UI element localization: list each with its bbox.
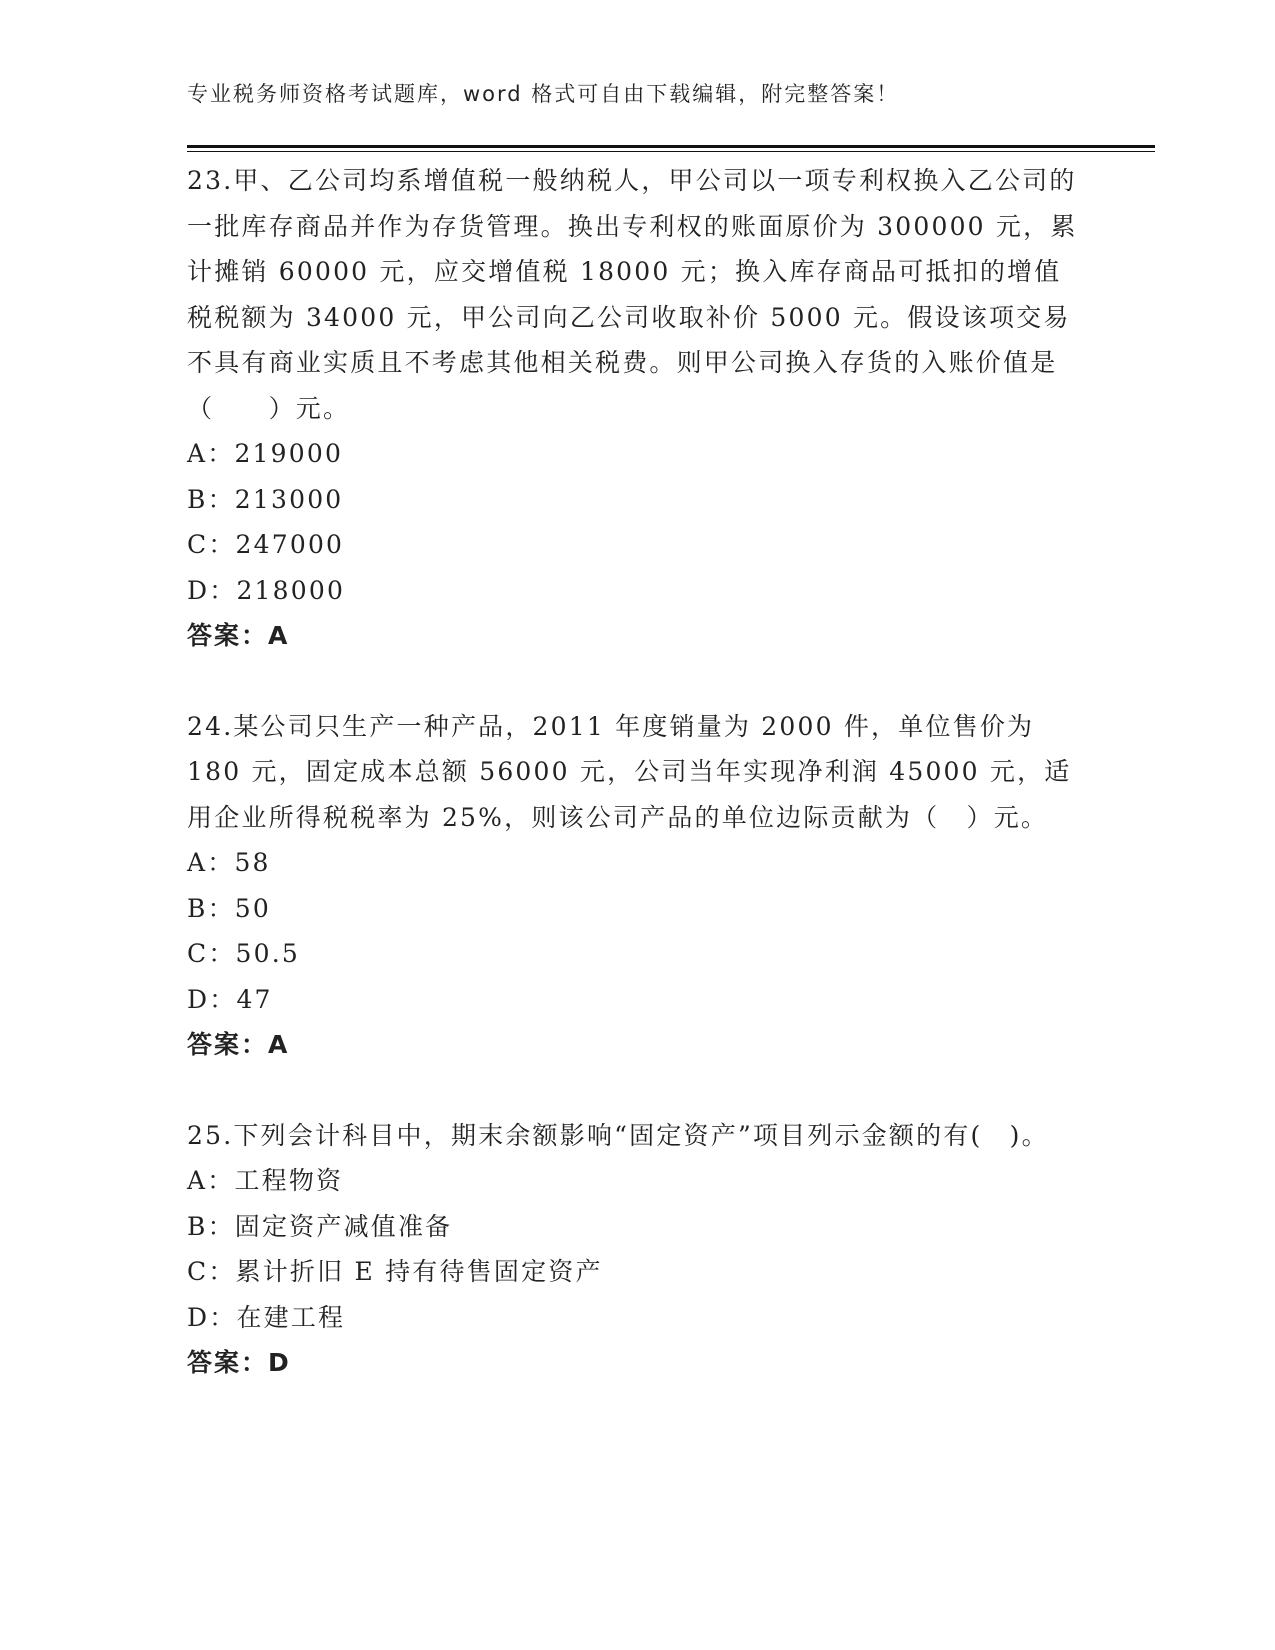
option-a: A：58 (187, 848, 271, 877)
header-rule-thick (187, 145, 1155, 148)
question-text: 24.某公司只生产一种产品，2011 年度销量为 2000 件，单位售价为 180 元，固定成本总额 56000 元，公司当年实现净利润 45000 元，适用企业所得税税率为 25%，则该公司产品的单位边际贡献为（ ）元。 (187, 711, 1072, 832)
question-23 (187, 158, 1087, 659)
option-b: B：固定资产减值准备 (187, 1211, 453, 1241)
option-d: D：218000 (187, 575, 346, 605)
option-a: A：工程物资 (187, 1166, 344, 1195)
option-c: C：50.5 (187, 939, 300, 968)
question-text: 25.下列会计科目中，期末余额影响“固定资产”项目列示金额的有( )。 (187, 1120, 1049, 1150)
question-24 (187, 704, 1087, 1068)
answer: 答案：D (187, 1348, 291, 1377)
option-b: B：50 (187, 893, 271, 923)
option-b: B：213000 (187, 484, 344, 514)
option-d: D：47 (187, 984, 273, 1014)
option-d: D：在建工程 (187, 1302, 346, 1332)
document-header: 专业税务师资格考试题库，word 格式可自由下载编辑，附完整答案！ (187, 82, 900, 106)
question-25 (187, 1113, 1087, 1386)
answer: 答案：A (187, 1030, 290, 1059)
option-c: C：累计折旧 E 持有待售固定资产 (187, 1257, 603, 1286)
option-a: A：219000 (187, 439, 344, 468)
option-c: C：247000 (187, 530, 345, 559)
question-text: 23.甲、乙公司均系增值税一般纳税人，甲公司以一项专利权换入乙公司的一批库存商品并作为存货管理。换出专利权的账面原价为 300000 元，累计摊销 60000 元，应交增值税 18000 元；换入库存商品可抵扣的增值税税额为 34000 元，甲公司向乙公司收取补价 5000 元。假设该项交易不具有商业实质且不考虑其他相关税费。则甲公司换入存货的入账价值是（ ）元。 (187, 166, 1078, 423)
question-list (187, 158, 1087, 1386)
answer: 答案：A (187, 621, 290, 650)
header-rule-thin (187, 151, 1155, 152)
